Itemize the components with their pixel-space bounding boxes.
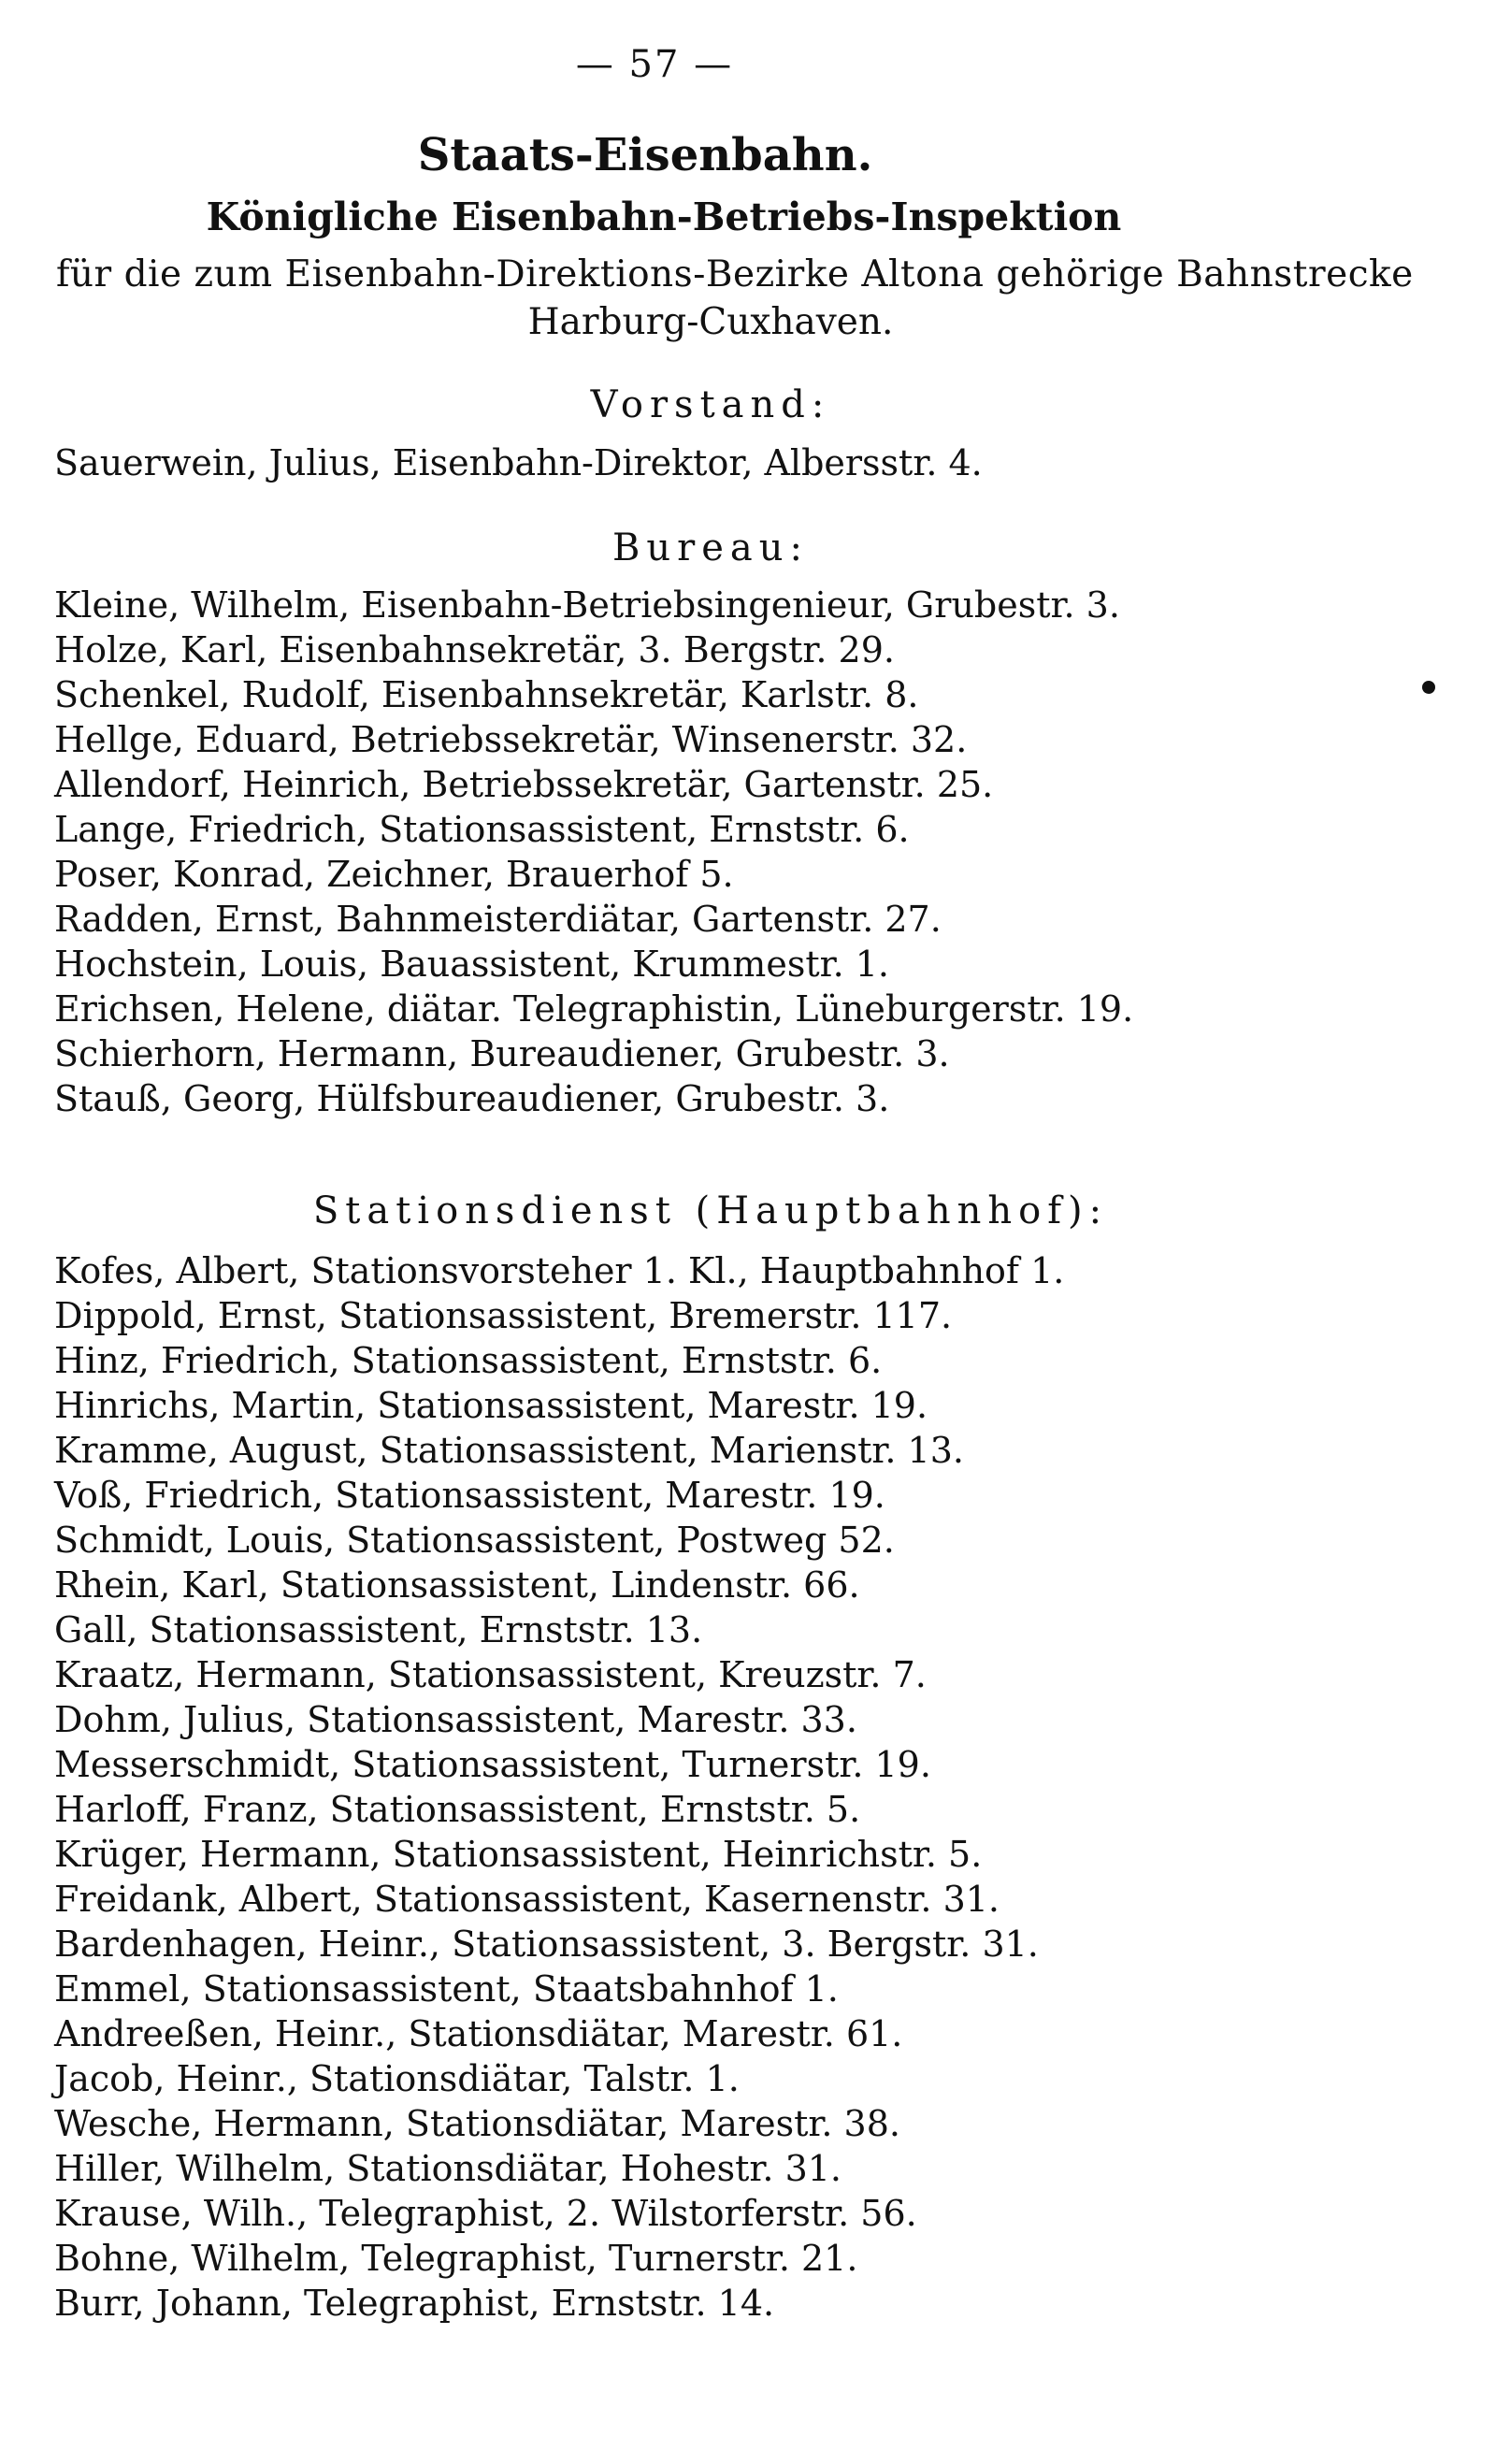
list-item: Rhein, Karl, Stationsassistent, Lindenstr. 66. — [54, 1564, 860, 1606]
list-item: Dippold, Ernst, Stationsassistent, Bremerstr. 117. — [54, 1295, 953, 1336]
list-item: Hochstein, Louis, Bauassistent, Krummestr. 1. — [54, 944, 889, 985]
list-item: Kramme, August, Stationsassistent, Marienstr. 13. — [54, 1430, 964, 1471]
list-item: Allendorf, Heinrich, Betriebssekretär, Gartenstr. 25. — [54, 764, 994, 805]
list-item: Poser, Konrad, Zeichner, Brauerhof 5. — [54, 854, 734, 895]
list-item: Gall, Stationsassistent, Ernststr. 13. — [54, 1609, 703, 1650]
list-item: Lange, Friedrich, Stationsassistent, Ernststr. 6. — [54, 809, 910, 850]
description-line-2: Harburg-Cuxhaven. — [527, 301, 894, 343]
list-item: Kleine, Wilhelm, Eisenbahn-Betriebsingenieur, Grubestr. 3. — [54, 584, 1120, 626]
list-item: Wesche, Hermann, Stationsdiätar, Marestr. 38. — [54, 2103, 900, 2144]
list-item: Radden, Ernst, Bahnmeisterdiätar, Gartenstr. 27. — [54, 899, 942, 940]
list-item: Schierhorn, Hermann, Bureaudiener, Grubestr. 3. — [54, 1033, 950, 1074]
list-item: Kraatz, Hermann, Stationsassistent, Kreuzstr. 7. — [54, 1654, 927, 1695]
list-item: Harloff, Franz, Stationsassistent, Ernststr. 5. — [54, 1789, 861, 1830]
list-item: Krause, Wilh., Telegraphist, 2. Wilstorferstr. 56. — [54, 2193, 917, 2234]
list-item: Hinz, Friedrich, Stationsassistent, Ernststr. 6. — [54, 1340, 883, 1381]
list-item: Sauerwein, Julius, Eisenbahn-Direktor, Albersstr. 4. — [54, 442, 983, 483]
list-item: Holze, Karl, Eisenbahnsekretär, 3. Bergstr. 29. — [54, 629, 895, 670]
list-item: Hellge, Eduard, Betriebssekretär, Winsenerstr. 32. — [54, 719, 968, 760]
list-item: Stauß, Georg, Hülfsbureaudiener, Grubestr. 3. — [54, 1078, 890, 1119]
section-heading-bureau: Bureau: — [611, 526, 810, 569]
section-heading-vorstand: Vorstand: — [590, 383, 831, 426]
section-heading-stationsdienst: Stationsdienst (Hauptbahnhof): — [312, 1189, 1109, 1232]
page-subtitle: Königliche Eisenbahn-Betriebs-Inspektion — [206, 195, 1122, 239]
list-item: Jacob, Heinr., Stationsdiätar, Talstr. 1. — [54, 2058, 740, 2099]
list-item: Erichsen, Helene, diätar. Telegraphistin, Lüneburgerstr. 19. — [54, 988, 1134, 1030]
list-item: Hiller, Wilhelm, Stationsdiätar, Hohestr. 31. — [54, 2148, 842, 2189]
page-number: — 57 — — [575, 43, 734, 86]
list-item: Burr, Johann, Telegraphist, Ernststr. 14. — [54, 2283, 775, 2324]
list-item: Freidank, Albert, Stationsassistent, Kasernenstr. 31. — [54, 1879, 1000, 1920]
list-item: Andreeßen, Heinr., Stationsdiätar, Marestr. 61. — [54, 2013, 903, 2054]
list-item: Kofes, Albert, Stationsvorsteher 1. Kl., Hauptbahnhof 1. — [54, 1250, 1065, 1291]
list-item: Messerschmidt, Stationsassistent, Turnerstr. 19. — [54, 1744, 931, 1785]
list-item: Schmidt, Louis, Stationsassistent, Postweg 52. — [54, 1520, 895, 1561]
list-item: Voß, Friedrich, Stationsassistent, Marestr. 19. — [54, 1475, 885, 1516]
list-item: Bardenhagen, Heinr., Stationsassistent, 3. Bergstr. 31. — [54, 1924, 1039, 1965]
list-item: Krüger, Hermann, Stationsassistent, Heinrichstr. 5. — [54, 1834, 983, 1875]
list-item: Schenkel, Rudolf, Eisenbahnsekretär, Karlstr. 8. — [54, 674, 919, 715]
list-item: Dohm, Julius, Stationsassistent, Marestr. 33. — [54, 1699, 857, 1740]
page-title: Staats-Eisenbahn. — [417, 129, 873, 181]
list-item: Hinrichs, Martin, Stationsassistent, Marestr. 19. — [54, 1385, 928, 1426]
list-item: Bohne, Wilhelm, Telegraphist, Turnerstr. 21. — [54, 2238, 858, 2279]
list-item: Emmel, Stationsassistent, Staatsbahnhof 1. — [54, 1968, 839, 2010]
description-line-1: für die zum Eisenbahn-Direktions-Bezirke Altona gehörige Bahnstrecke — [56, 253, 1414, 295]
margin-dot — [1422, 681, 1435, 694]
